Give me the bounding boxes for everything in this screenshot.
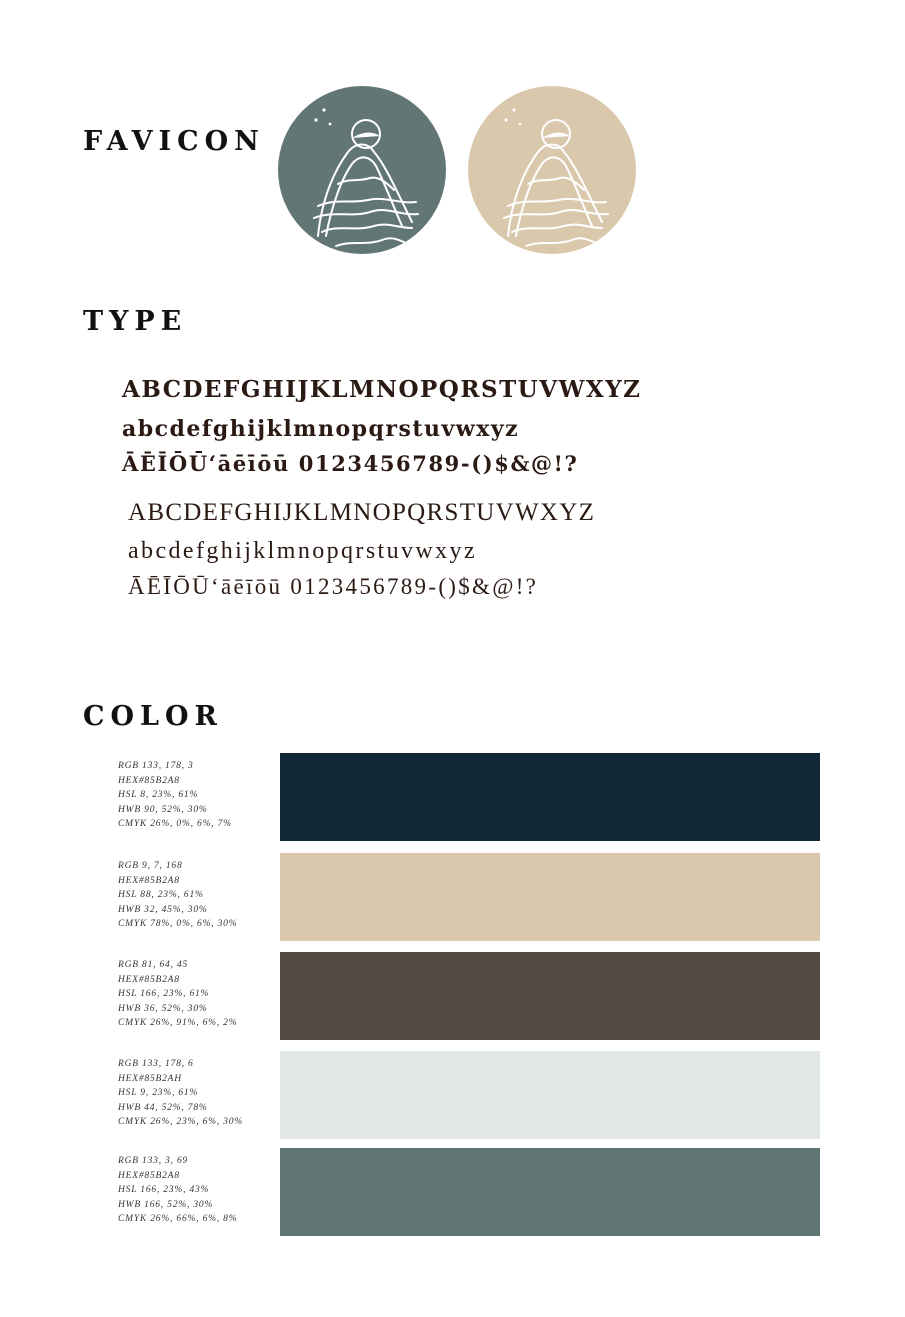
color-values [118,859,237,932]
hwb-value: HWB 166, 52%, 30% [118,1199,214,1210]
hsl-value: HSL 88, 23%, 61% [118,890,204,901]
hsl-value: HSL 166, 23%, 61% [118,989,210,1000]
hsl-value: HSL 8, 23%, 61% [118,790,199,801]
bold-uppercase-specimen: ABCDEFGHIJKLMNOPQRSTUVWXYZ [122,376,642,403]
rgb-value: RGB 133, 178, 3 [118,761,194,771]
cmyk-value: CMYK 26%, 0%, 6%, 7% [118,819,232,830]
rgb-value: RGB 133, 3, 69 [118,1156,189,1166]
color-swatch-slate-teal [280,1148,820,1236]
hex-value: HEX#85B2AH [118,1073,182,1084]
bold-lowercase-specimen: abcdefghijklmnopqrstuvwxyz [122,416,520,442]
light-lowercase-specimen: abcdefghijklmnopqrstuvwxyz [128,538,478,564]
color-swatch-sand [280,853,820,941]
color-row [0,1148,905,1236]
color-values [118,1154,237,1227]
rgb-value: RGB 81, 64, 45 [118,960,189,970]
bold-specials-specimen: ĀĒĪŌŪ‘āēīōū 0123456789-()$&@!? [122,451,579,476]
color-row [0,1051,905,1139]
rgb-value: RGB 133, 178, 6 [118,1059,194,1069]
cmyk-value: CMYK 26%, 23%, 6%, 30% [118,1117,243,1128]
teal-favicon-logo [278,86,446,254]
hsl-value: HSL 166, 23%, 43% [118,1185,210,1196]
hex-value: HEX#85B2A8 [118,1170,180,1181]
hex-value: HEX#85B2A8 [118,775,180,786]
cmyk-value: CMYK 26%, 91%, 6%, 2% [118,1018,238,1029]
hsl-value: HSL 9, 23%, 61% [118,1088,199,1099]
color-swatch-light-gray [280,1051,820,1139]
rgb-value: RGB 9, 7, 168 [118,861,183,871]
hex-value: HEX#85B2A8 [118,875,180,886]
hwb-value: HWB 36, 52%, 30% [118,1003,208,1014]
light-specials-specimen: ĀĒĪŌŪ‘āēīōū 0123456789-()$&@!? [128,574,539,599]
type-section-title: TYPE [83,306,188,337]
sand-favicon-logo [468,86,636,254]
hex-value: HEX#85B2A8 [118,974,180,985]
color-row [0,853,905,941]
color-values [118,958,237,1031]
cmyk-value: CMYK 78%, 0%, 6%, 30% [118,919,238,930]
color-row [0,753,905,841]
color-values [118,759,232,832]
light-uppercase-specimen: ABCDEFGHIJKLMNOPQRSTUVWXYZ [128,499,596,526]
hwb-value: HWB 44, 52%, 78% [118,1102,208,1113]
color-swatch-navy [280,753,820,841]
color-row [0,952,905,1040]
color-section-title: COLOR [83,701,223,732]
cmyk-value: CMYK 26%, 66%, 6%, 8% [118,1214,238,1225]
color-values [118,1057,243,1130]
color-swatch-brown [280,952,820,1040]
favicon-section-title: FAVICON [83,126,265,157]
hwb-value: HWB 32, 45%, 30% [118,904,208,915]
hwb-value: HWB 90, 52%, 30% [118,804,208,815]
